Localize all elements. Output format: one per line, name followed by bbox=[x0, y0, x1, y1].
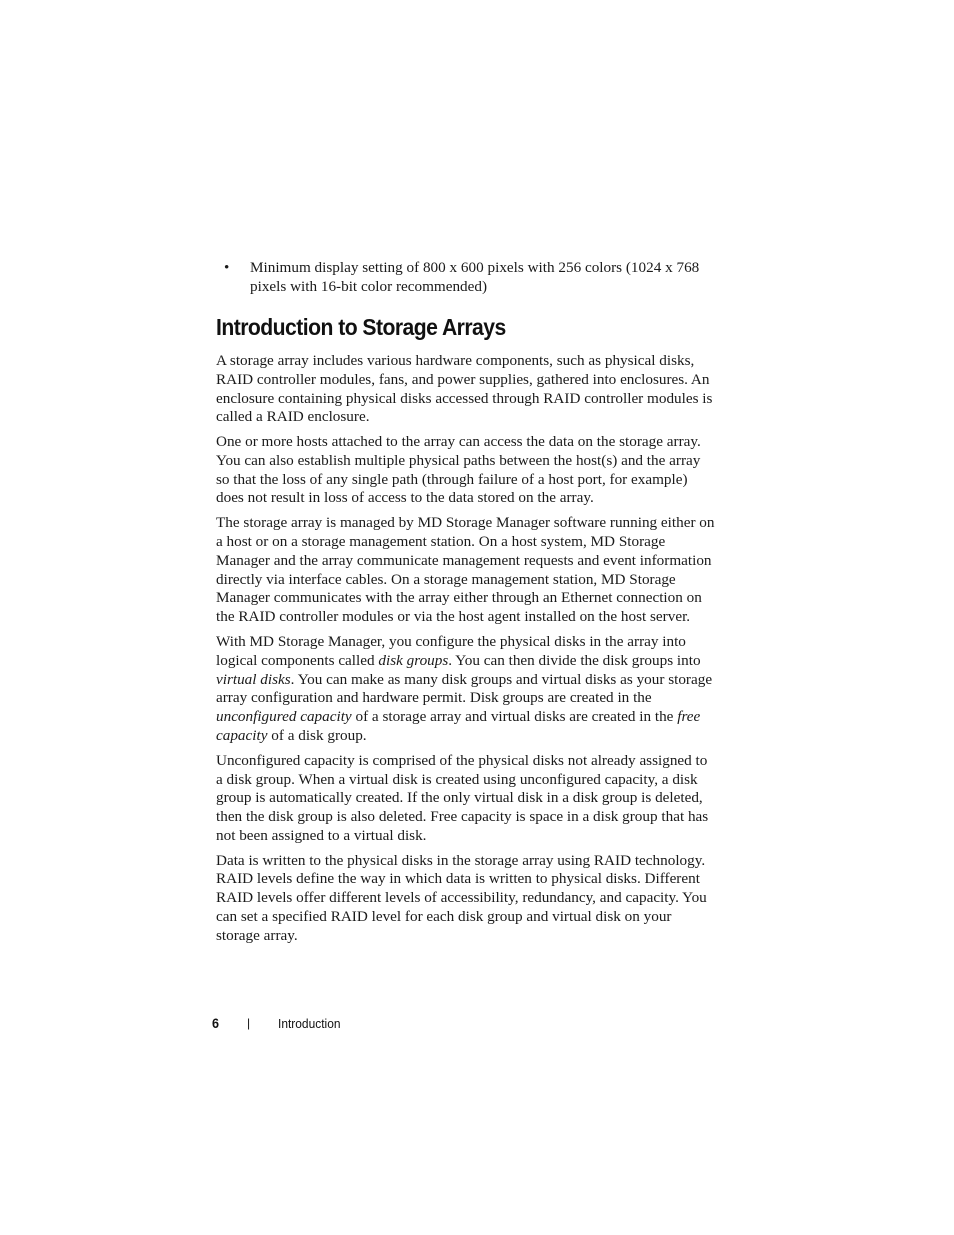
paragraph-disk-groups bbox=[216, 633, 716, 746]
paragraph-hosts: One or more hosts attached to the array can access the data on the storage array. You can also establish multiple physical paths between the host(s) and the array so that the loss of any single path (through failure of a host port, for example) does not result in loss of access to the data stored on the array. bbox=[216, 433, 701, 507]
footer-section-name: Introduction bbox=[278, 1016, 341, 1031]
term-free-capacity: free capacity bbox=[216, 708, 701, 744]
term-virtual-disks: virtual disks bbox=[216, 670, 291, 688]
paragraph-raid-technology: Data is written to the physical disks in the storage array using RAID technology. RAID levels define the way in which data is written to physical disks. Different RAID levels offer different levels of accessibility, redundancy, and capacity. You can set a specified RAID level for each disk group and virtual disk on your storage array. bbox=[216, 851, 707, 944]
paragraph-md-storage-manager: The storage array is managed by MD Storage Manager software running either on a host or on a storage management station. On a host system, MD Storage Manager and the array communicate management requests and event information directly via interface cables. On a storage management station, MD Storage Manager communicates with the array either through an Ethernet connection on the RAID controller modules or via the host agent installed on the host server. bbox=[216, 514, 715, 626]
list-item-text: Minimum display setting of 800 x 600 pixels with 256 colors (1024 x 768 pixels with 16-bit color recommended) bbox=[250, 259, 700, 295]
bullet-icon: • bbox=[224, 259, 230, 276]
list-item bbox=[216, 259, 716, 296]
term-unconfigured-capacity: unconfigured capacity bbox=[216, 708, 352, 726]
text-run: of a storage array and virtual disks are created in the bbox=[351, 708, 678, 726]
text-run: . You can then divide the disk groups into bbox=[448, 651, 701, 669]
paragraph-storage-array: A storage array includes various hardware components, such as physical disks, RAID controller modules, fans, and power supplies, gathered into enclosures. An enclosure containing physical disks accessed through RAID controller modules is called a RAID enclosure. bbox=[216, 352, 713, 426]
text-run: . You can make as many disk groups and virtual disks as your storage array configuration and hardware permit. Disk groups are created in the bbox=[216, 670, 713, 707]
requirements-list bbox=[216, 259, 716, 296]
section-body bbox=[216, 352, 716, 952]
term-disk-groups: disk groups bbox=[378, 651, 449, 669]
page-number: 6 bbox=[212, 1015, 220, 1031]
text-run: of a disk group. bbox=[267, 726, 367, 744]
text-run: With MD Storage Manager, you configure the physical disks in the array into logical components called bbox=[216, 633, 686, 669]
section-title: Introduction to Storage Arrays bbox=[216, 314, 506, 340]
paragraph-unconfigured-capacity: Unconfigured capacity is comprised of the physical disks not already assigned to a disk group. When a virtual disk is created using unconfigured capacity, a disk group is automatically created. If the only virtual disk in a disk group is deleted, then the disk group is also deleted. Free capacity is space in a disk group that has not been assigned to a virtual disk. bbox=[216, 751, 709, 844]
footer-separator: | bbox=[247, 1016, 251, 1030]
